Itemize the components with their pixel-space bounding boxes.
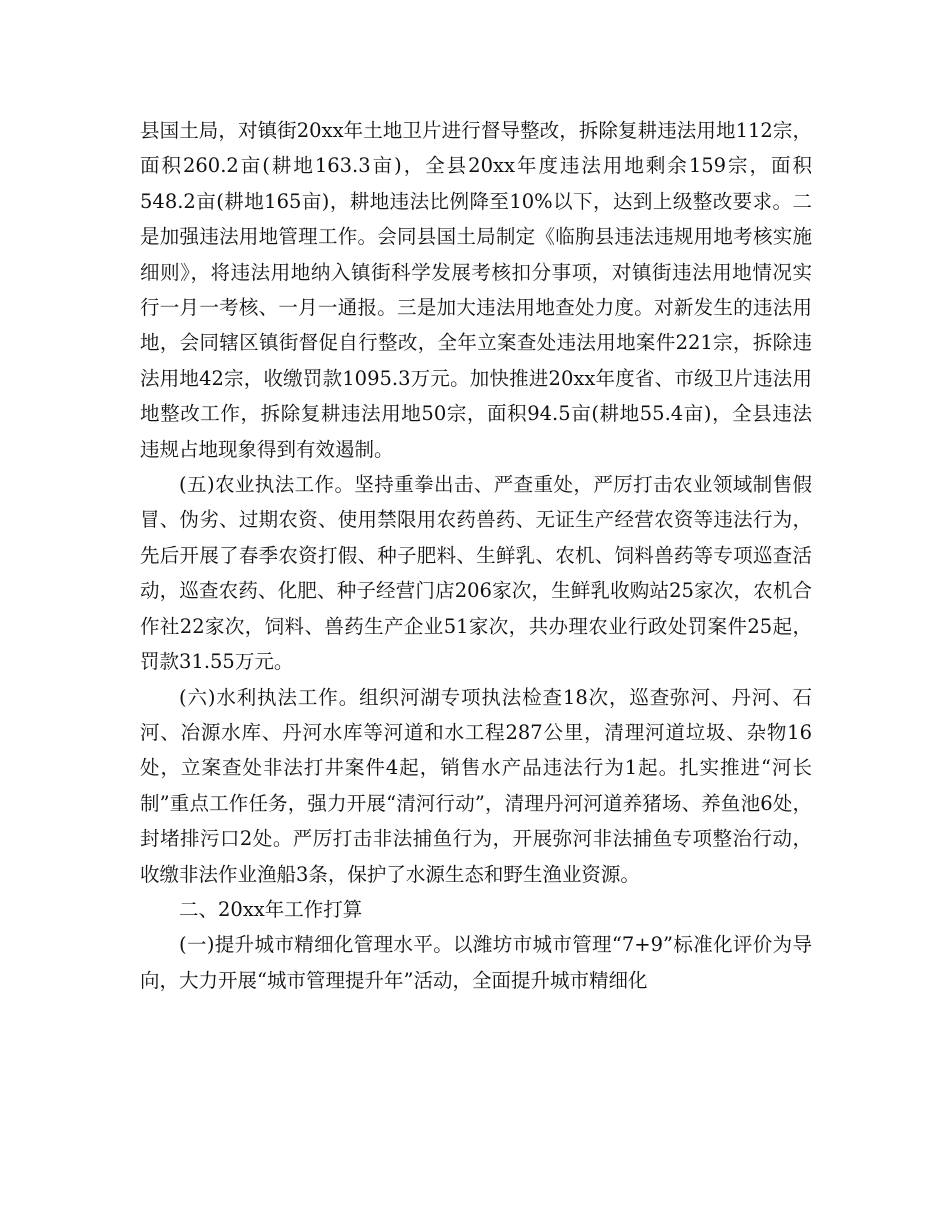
paragraph-city-management: (一)提升城市精细化管理水平。以潍坊市城市管理“7+9”标准化评价为导向，大力开展“城市管理提升年”活动，全面提升城市精细化 <box>140 933 812 992</box>
document-body <box>140 113 812 998</box>
paragraph-land-enforcement: 县国土局，对镇街20xx年土地卫片进行督导整改，拆除复耕违法用地112宗，面积260.2亩(耕地163.3亩)，全县20xx年度违法用地剩余159宗，面积548.2亩(耕地165亩)，耕地违法比例降至10%以下，达到上级整改要求。二是加强违法用地管理工作。会同县国土局制定《临朐县违法违规用地考核实施细则》，将违法用地纳入镇街科学发展考核扣分事项，对镇街违法用地情况实行一月一考核、一月一通报。三是加大违法用地查处力度。对新发生的违法用地，会同辖区镇街督促自行整改，全年立案查处违法用地案件221宗，拆除违法用地42宗，收缴罚款1095.3万元。加快推进20xx年度省、市级卫片违法用地整改工作，拆除复耕违法用地50宗，面积94.5亩(耕地55.4亩)，全县违法违规占地现象得到有效遏制。 <box>140 119 812 461</box>
section-heading-work-plan: 二、20xx年工作打算 <box>179 897 363 921</box>
paragraph-agriculture-enforcement: (五)农业执法工作。坚持重拳出击、严查重处，严厉打击农业领域制售假冒、伪劣、过期农资、使用禁限用农药兽药、无证生产经营农资等违法行为，先后开展了春季农资打假、种子肥料、生鲜乳、农机、饲料兽药等专项巡查活动，巡查农药、化肥、种子经营门店206家次，生鲜乳收购站25家次，农机合作社22家次，饲料、兽药生产企业51家次，共办理农业行政处罚案件25起，罚款31.55万元。 <box>140 473 812 674</box>
paragraph-water-enforcement: (六)水利执法工作。组织河湖专项执法检查18次，巡查弥河、丹河、石河、冶源水库、丹河水库等河道和水工程287公里，清理河道垃圾、杂物16处，立案查处非法打井案件4起，销售水产品违法行为1起。扎实推进“河长制”重点工作任务，强力开展“清河行动”，清理丹河河道养猪场、养鱼池6处，封堵排污口2处。严厉打击非法捕鱼行为，开展弥河非法捕鱼专项整治行动，收缴非法作业渔船3条，保护了水源生态和野生渔业资源。 <box>140 685 812 886</box>
